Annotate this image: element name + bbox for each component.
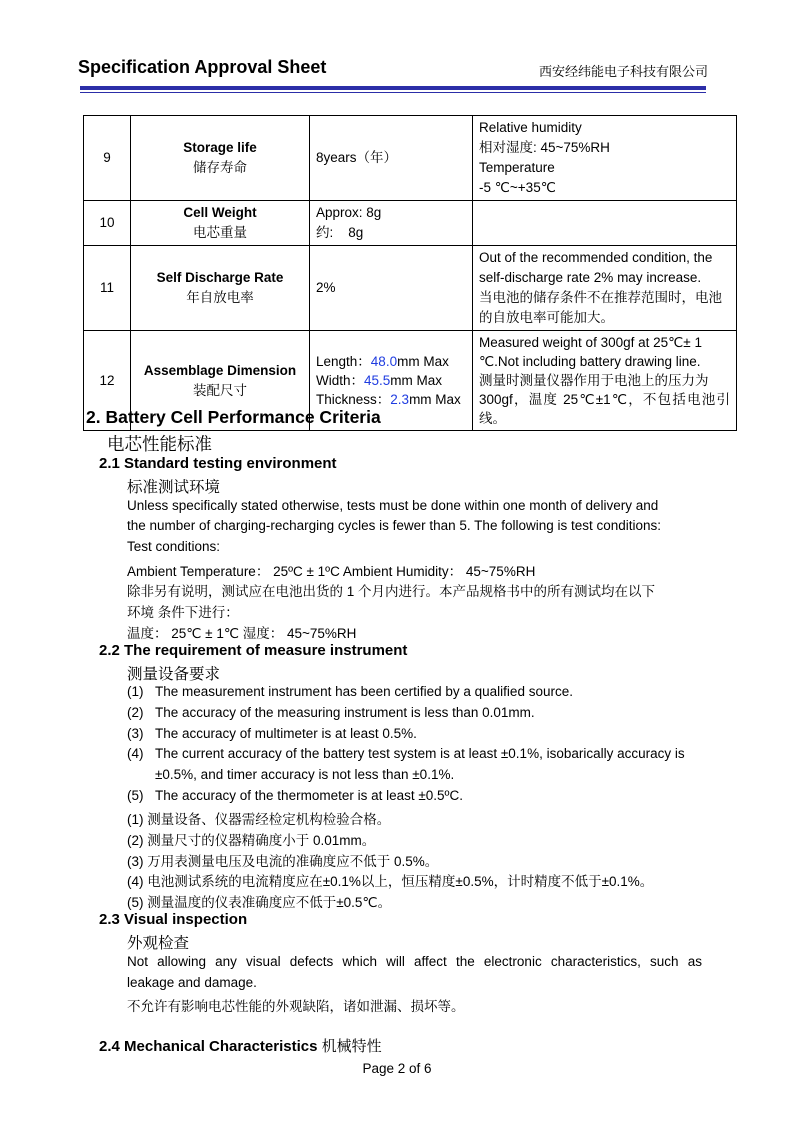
list-number: (1) — [127, 684, 144, 699]
paragraph-line: 温度： 25℃ ± 1℃ 湿度： 45~75%RH — [127, 626, 357, 641]
dim-label: Width： — [316, 373, 365, 388]
dim-label: Length： — [316, 354, 371, 369]
paragraph-line: 不允许有影响电芯性能的外观缺陷，诸如泄漏、损坏等。 — [127, 999, 465, 1014]
row-name-en: Cell Weight — [183, 205, 257, 220]
row-name-cn: 装配尺寸 — [193, 382, 247, 398]
paragraph-line: leakage and damage. — [127, 975, 257, 990]
remark-line: 相对湿度: 45~75%RH — [479, 140, 610, 155]
section-title-cn: 电芯性能标准 — [107, 434, 212, 454]
subsection-title: 2.1 Standard testing environment — [99, 455, 337, 472]
paragraph-line: Unless specifically stated otherwise, tests must be done within one month of delivery and — [127, 498, 659, 513]
table-row — [84, 246, 737, 331]
subsection-title-en: 2.4 Mechanical Characteristics — [99, 1038, 318, 1055]
row-name — [131, 116, 310, 201]
value-line: 约: 8g — [316, 225, 364, 240]
spec-table — [83, 115, 737, 431]
row-remark — [473, 201, 737, 246]
list-text: The accuracy of multimeter is at least 0.5%. — [155, 726, 417, 741]
row-value: 2% — [310, 246, 473, 331]
paragraph-line: Test conditions: — [127, 539, 221, 554]
page-number: Page 2 of 6 — [362, 1061, 432, 1076]
row-remark — [473, 246, 737, 331]
subsection-title: 2.3 Visual inspection — [99, 911, 248, 928]
list-number: (2) — [127, 705, 144, 720]
list-text: The accuracy of the thermometer is at least ±0.5ºC. — [155, 788, 463, 803]
value-line: Approx: 8g — [316, 205, 382, 220]
list-item — [127, 705, 535, 720]
dim-unit: mm Max — [397, 354, 449, 369]
list-item-cn: (3) 万用表测量电压及电流的准确度应不低于 0.5%。 — [127, 854, 439, 869]
subsection-title-cn: 标准测试环境 — [127, 479, 221, 496]
remark-line: Measured weight of 300gf at 25℃± 1 — [479, 335, 702, 350]
list-number: (4) — [127, 746, 144, 761]
row-name — [131, 201, 310, 246]
page-header-title: Specification Approval Sheet — [78, 57, 327, 77]
remark-line: -5 ℃~+35℃ — [479, 180, 556, 195]
remark-line: ℃.Not including battery drawing line. — [479, 354, 701, 369]
list-text: The accuracy of the measuring instrument is less than 0.01mm. — [155, 705, 535, 720]
subsection-title — [99, 1035, 382, 1056]
subsection-title: 2.2 The requirement of measure instrument — [99, 642, 408, 659]
table-row — [84, 201, 737, 246]
row-remark — [473, 116, 737, 201]
remark-line: 的自放电率可能加大。 — [479, 310, 614, 325]
remark-line: Out of the recommended condition, the — [479, 250, 713, 265]
paragraph-line: 除非另有说明，测试应在电池出货的 1 个月内进行。本产品规格书中的所有测试均在以下 — [127, 584, 656, 599]
list-number: (5) — [127, 788, 144, 803]
remark-line: Temperature — [479, 160, 555, 175]
row-number: 12 — [84, 331, 131, 431]
row-number: 11 — [84, 246, 131, 331]
list-item-cn: (2) 测量尺寸的仪器精确度小于 0.01mm。 — [127, 833, 376, 848]
row-value — [310, 201, 473, 246]
row-value: 8years（年） — [310, 116, 473, 201]
remark-line: Relative humidity — [479, 120, 582, 135]
list-item — [127, 788, 463, 803]
company-name: 西安经纬能电子科技有限公司 — [538, 65, 708, 80]
row-number: 9 — [84, 116, 131, 201]
paragraph-line: Not allowing any visual defects which will affect the electronic characteristics, such as — [127, 954, 702, 969]
dim-unit: mm Max — [409, 392, 461, 407]
remark-line: 当电池的储存条件不在推荐范围时，电池 — [479, 290, 722, 305]
paragraph-line: the number of charging-recharging cycles is fewer than 5. The following is test conditions: — [127, 518, 662, 533]
dim-label: Thickness： — [316, 392, 391, 407]
subsection-title-cn: 外观检查 — [127, 935, 190, 952]
header-rule-thin — [80, 92, 706, 93]
list-item-cn: (4) 电池测试系统的电流精度应在±0.1%以上，恒压精度±0.5%，计时精度不低于±0.1%。 — [127, 874, 654, 889]
dim-unit: mm Max — [390, 373, 443, 388]
section-title: 2. Battery Cell Performance Criteria — [86, 407, 381, 427]
list-item — [127, 726, 417, 741]
list-text: The current accuracy of the battery test system is at least ±0.1%, isobarically accuracy is — [155, 746, 685, 761]
row-name-en: Storage life — [183, 140, 257, 155]
subsection-title-cn: 机械特性 — [321, 1038, 382, 1055]
row-name-cn: 电芯重量 — [193, 225, 247, 240]
row-name — [131, 246, 310, 331]
list-text: The measurement instrument has been certified by a qualified source. — [155, 684, 573, 699]
list-number: (3) — [127, 726, 144, 741]
header-rule-thick — [80, 86, 706, 90]
subsection-title-cn: 测量设备要求 — [127, 666, 221, 683]
dim-value: 2.3 — [390, 392, 410, 407]
list-item — [127, 746, 685, 761]
remark-line: 300gf，温度 25℃±1℃，不包括电池引线。 — [479, 392, 730, 426]
dim-value: 45.5 — [364, 373, 391, 388]
row-name-en: Self Discharge Rate — [156, 270, 284, 285]
list-item — [127, 684, 573, 699]
row-name-en: Assemblage Dimension — [143, 362, 297, 378]
list-item-cn: (5) 测量温度的仪表准确度应不低于±0.5℃。 — [127, 895, 392, 910]
list-item-cn: (1) 测量设备、仪器需经检定机构检验合格。 — [127, 812, 391, 827]
paragraph-line: 环境 条件下进行： — [127, 605, 239, 620]
dim-value: 48.0 — [370, 354, 398, 369]
paragraph-line: Ambient Temperature： 25ºC ± 1ºC Ambient Humidity： 45~75%RH — [127, 564, 536, 579]
row-name-cn: 储存寿命 — [193, 160, 247, 175]
list-item-continuation: ±0.5%, and timer accuracy is not less than ±0.1%. — [155, 767, 455, 782]
remark-line: 测量时测量仪器作用于电池上的压力为 — [479, 373, 709, 388]
remark-line: self-discharge rate 2% may increase. — [479, 270, 702, 285]
row-number: 10 — [84, 201, 131, 246]
row-remark — [473, 331, 737, 431]
row-name-cn: 年自放电率 — [186, 290, 254, 305]
table-row — [84, 116, 737, 201]
